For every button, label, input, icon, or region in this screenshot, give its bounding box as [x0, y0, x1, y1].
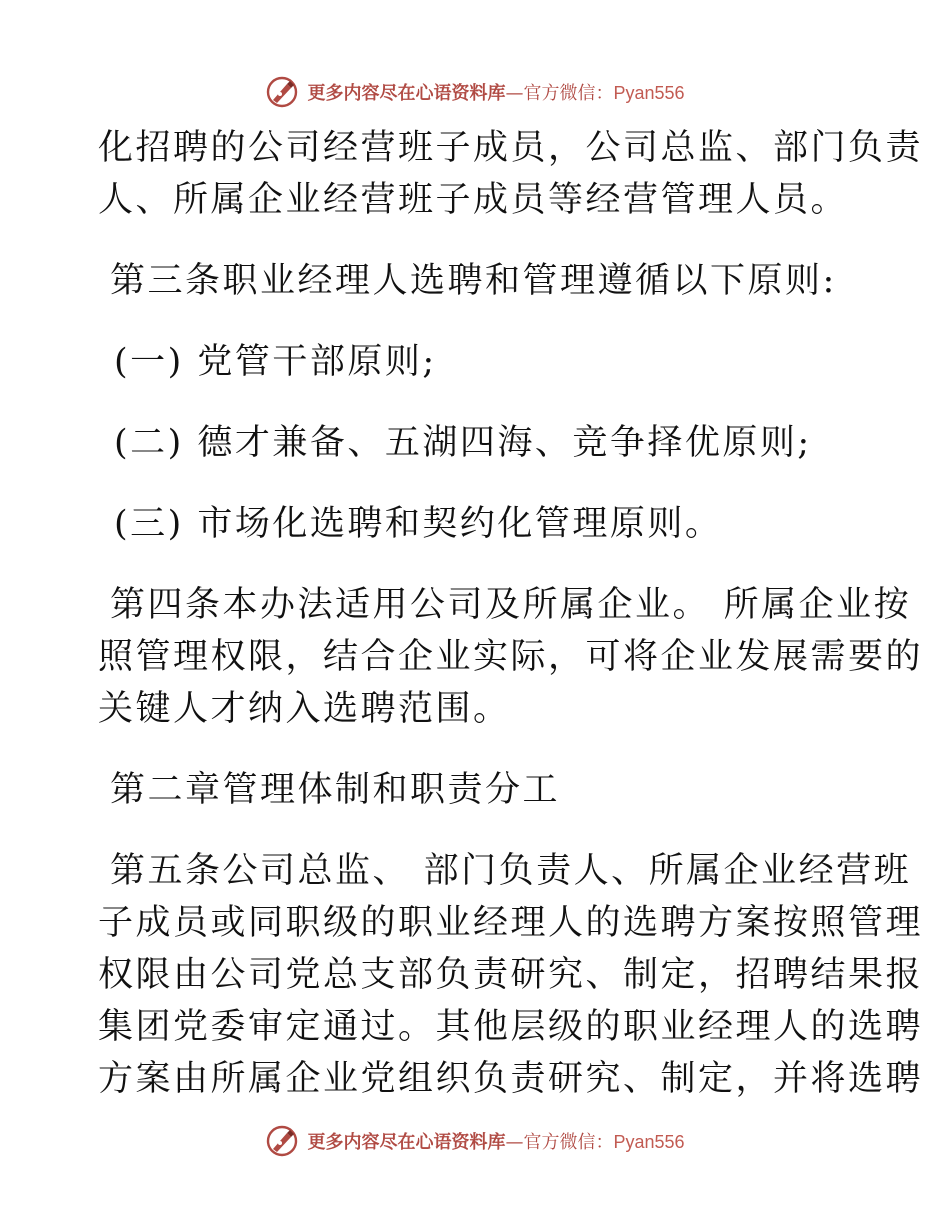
pen-logo-icon — [265, 1124, 299, 1158]
text-line: (三) 市场化选聘和契约化管理原则。 — [114, 504, 723, 544]
text-line: 关键人才纳入选聘范围。 — [98, 689, 511, 729]
text-line: 化招聘的公司经营班子成员，公司总监、部门负责 — [98, 128, 924, 168]
pen-logo-icon — [265, 75, 299, 109]
text-line: 子成员或同职级的职业经理人的选聘方案按照管理 — [98, 903, 924, 943]
watermark-text: 更多内容尽在心语资料库—官方微信：Pyan556 — [307, 83, 685, 104]
paragraph — [98, 336, 858, 388]
text-line: 人、所属企业经营班子成员等经营管理人员。 — [98, 180, 849, 220]
document-body — [98, 122, 924, 1105]
text-line: 第四条本办法适用公司及所属企业。 所属企业按 — [110, 585, 912, 625]
text-line: 第二章管理体制和职责分工 — [110, 770, 561, 810]
watermark-header — [0, 72, 950, 112]
text-line: 权限由公司党总支部负责研究、制定，招聘结果报 — [98, 955, 924, 995]
paragraph — [98, 255, 858, 307]
text-line: (二) 德才兼备、五湖四海、竞争择优原则; — [114, 423, 812, 463]
paragraph — [98, 764, 858, 816]
text-line: 集团党委审定通过。其他层级的职业经理人的选聘 — [98, 1007, 924, 1047]
text-line: 第五条公司总监、 部门负责人、所属企业经营班 — [110, 851, 912, 891]
paragraph — [98, 845, 924, 1105]
paragraph — [98, 417, 858, 469]
paragraph — [98, 122, 924, 226]
text-line: (一) 党管干部原则; — [114, 342, 437, 382]
text-line: 第三条职业经理人选聘和管理遵循以下原则: — [110, 261, 837, 301]
watermark-footer — [0, 1121, 950, 1161]
watermark-text: 更多内容尽在心语资料库—官方微信：Pyan556 — [307, 1132, 685, 1153]
paragraph — [98, 579, 924, 735]
text-line: 照管理权限，结合企业实际，可将企业发展需要的 — [98, 637, 924, 677]
paragraph — [98, 498, 858, 550]
text-line: 方案由所属企业党组织负责研究、制定，并将选聘 — [98, 1059, 924, 1099]
